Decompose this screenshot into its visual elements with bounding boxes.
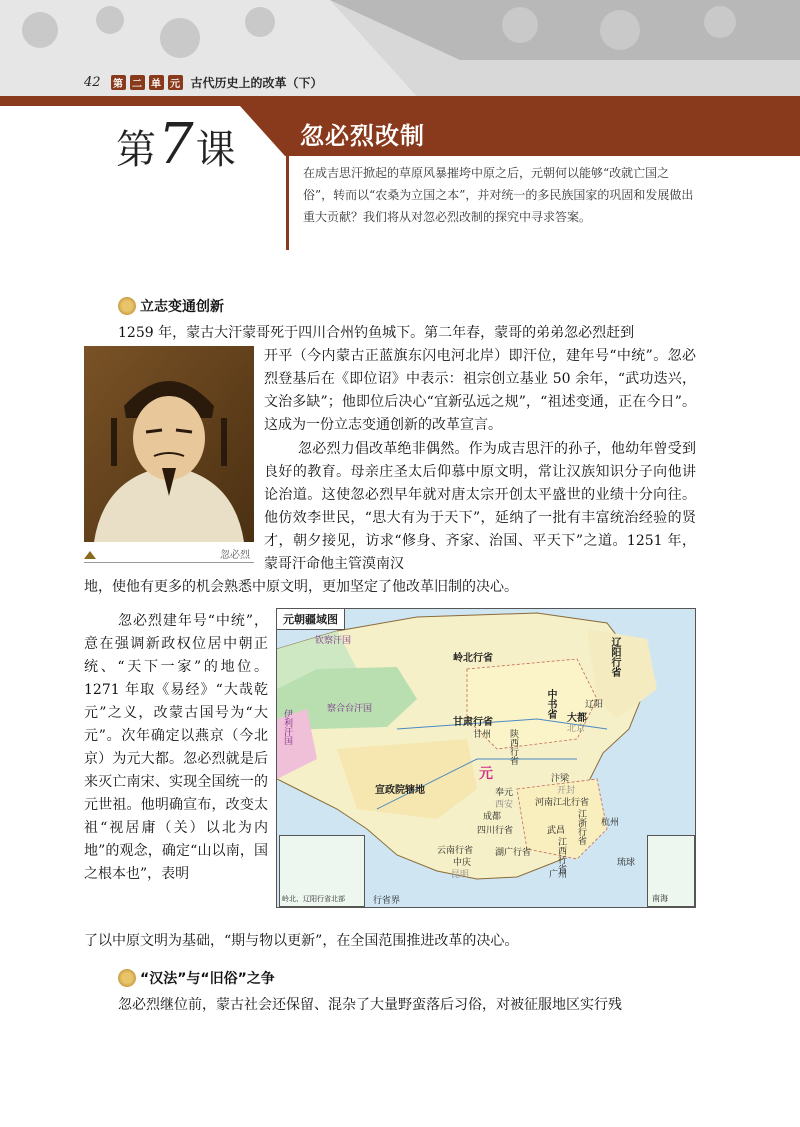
map-label: 江浙行省 — [576, 809, 586, 845]
map-label: 岭北、辽阳行省北部 — [282, 895, 345, 903]
paragraph: 地，使他有更多的机会熟悉中原文明，更加坚定了他改革旧制的决心。 — [84, 579, 518, 595]
map-label: 南海 — [652, 894, 668, 903]
map-label: 河南江北行省 — [535, 798, 590, 808]
map-label: 中书省 — [545, 689, 556, 719]
map-label: 辽阳 — [585, 700, 604, 710]
map-label: 陕西行省 — [508, 729, 518, 765]
map-label: 开封 — [557, 786, 576, 796]
map-label: 成都 — [483, 812, 502, 822]
map-label: 奉元 — [495, 788, 514, 798]
map-label: 中庆 — [453, 858, 472, 868]
map-label: 甘肃行省 — [453, 717, 493, 728]
map-label: 宣政院辖地 — [375, 785, 425, 796]
unit-title: 古代历史上的改革（下） — [190, 75, 323, 90]
unit-char: 第 — [111, 75, 126, 90]
map-label: 大都 — [567, 713, 587, 724]
map-label: 北京 — [567, 724, 586, 734]
lesson-title: 忽必烈改制 — [300, 121, 425, 150]
map-label: 汴梁 — [551, 774, 570, 784]
map-inset-left — [279, 835, 365, 907]
map-label: 云南行省 — [437, 846, 474, 856]
map-label: 四川行省 — [477, 826, 514, 836]
emblem-icon — [118, 969, 136, 987]
portrait-caption-bar — [84, 546, 254, 563]
header-band — [0, 96, 800, 106]
map-label: 琉球 — [617, 858, 636, 868]
unit-char: 元 — [168, 75, 183, 90]
map-label: 甘州 — [473, 730, 492, 740]
map-label: 伊利汗国 — [282, 709, 292, 745]
map-label: 江西行省 — [556, 837, 566, 873]
map-label: 察合台汗国 — [327, 704, 373, 714]
running-head — [84, 72, 323, 92]
paragraph: 开平（今内蒙古正蓝旗东闪电河北岸）即汗位，建年号“中统”。忽必烈登基后在《即位诏》中表示：祖宗创立基业 50 余年，“武功迭兴，文治多缺”；他即位后决心“宜新弘远之规”，“祖述变通，正在今日”。这成为一份立志变通创新的改革宣言。 — [264, 348, 696, 433]
paragraph: 1259 年，蒙古大汗蒙哥死于四川合州钓鱼城下。第二年春，蒙哥的弟弟忽必烈赶到 — [118, 325, 635, 341]
yuan-territory-map — [276, 608, 696, 908]
map-title: 元朝疆域图 — [277, 609, 345, 630]
paragraph: 忽必烈力倡改革绝非偶然。作为成吉思汗的孙子，他幼年曾受到良好的教育。母亲庄圣太后仰慕中原文明，常让汉族知识分子向他讲论治道。这使忽必烈早年就对唐太宗开创太平盛世的业绩十分向往。他仿效李世民，“思大有为于天下”，延纳了一批有丰富统治经验的贤才，朝夕接见，访求“修身、齐家、治国、平天下”之道。1251 年，蒙哥汗命他主管漠南汉 — [264, 441, 696, 572]
map-label: 广州 — [549, 870, 568, 880]
unit-char: 单 — [149, 75, 164, 90]
map-label: 西安 — [495, 800, 514, 810]
map-label: 昆明 — [451, 870, 470, 880]
lesson-prefix: 第 — [116, 127, 156, 173]
page-number: 42 — [84, 74, 101, 90]
lesson-suffix: 课 — [195, 127, 236, 173]
lesson-num: 7 — [158, 112, 194, 177]
map-label: 武昌 — [547, 826, 566, 836]
paragraph: 了以中原文明为基础，“期与物以更新”，在全国范围推进改革的决心。 — [84, 933, 519, 949]
map-label: 杭州 — [601, 818, 620, 828]
map-legend: 行省界 — [373, 896, 401, 906]
paragraph: 忽必烈继位前，蒙古社会还保留、混杂了大量野蛮落后习俗，对被征服地区实行残 — [118, 997, 622, 1013]
map-label: 湖广行省 — [495, 848, 532, 858]
triangle-icon — [84, 551, 96, 559]
map-inset-right — [647, 835, 695, 907]
paragraph: 忽必烈建年号“中统”，意在强调新政权位居中朝正统、“天下一家”的地位。1271 年取《易经》“大哉乾元”之义，改蒙古国号为“大元”。次年确定以燕京（今北京）为元大都。忽必烈就是后来灭亡南宋、实现全国统一的元世祖。他明确宣布，改变太祖“视居庸（关）以北为内地”的观念，确定“山以南，国之根本也”，表明 — [84, 613, 268, 882]
portrait-caption: 忽必烈 — [220, 550, 250, 561]
unit-char: 二 — [130, 75, 145, 90]
section-heading — [118, 968, 275, 988]
map-label: 辽阳行省 — [609, 637, 620, 677]
section-heading — [118, 296, 224, 316]
emblem-icon — [118, 297, 136, 315]
portrait-image — [84, 346, 254, 542]
kublai-portrait — [84, 346, 254, 542]
map-label: 钦察汗国 — [315, 636, 352, 646]
section-heading-text: “汉法”与“旧俗”之争 — [140, 971, 275, 987]
section-heading-text: 立志变通创新 — [140, 299, 224, 315]
map-label: 岭北行省 — [453, 653, 493, 664]
lesson-intro: 在成吉思汗掀起的草原风暴摧垮中原之后，元朝何以能够“改就亡国之俗”，转而以“农桑为立国之本”，并对统一的多民族国家的巩固和发展做出重大贡献？我们将从对忽必烈改制的探究中寻求答案。 — [286, 156, 696, 250]
map-label: 元 — [479, 766, 493, 782]
lesson-number — [116, 112, 236, 177]
